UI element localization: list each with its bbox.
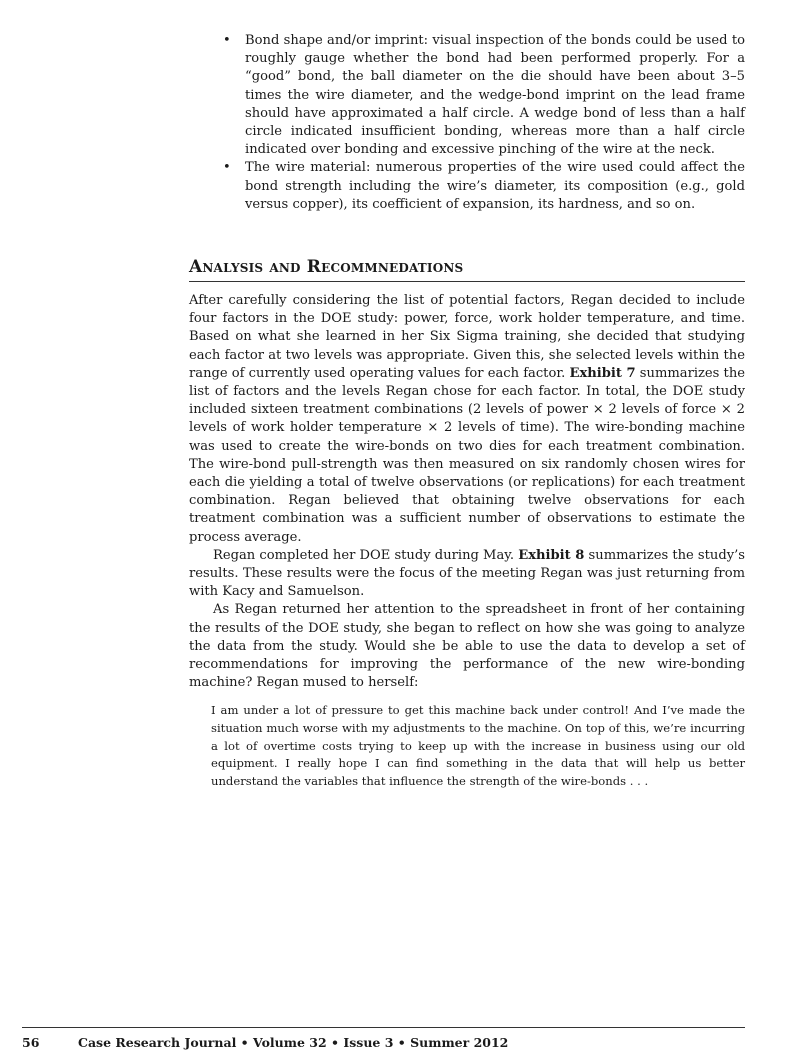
bullet-list [189, 32, 745, 214]
bullet-text: The wire material: numerous properties of the wire used could affect the bond strength including the wire’s diameter, its composition (e.g., gold versus copper), its coefficient of expansion, its hardness, and so on. [245, 160, 745, 212]
page-number: 56 [22, 1035, 40, 1050]
paragraph-factors: After carefully considering the list of potential factors, Regan decided to include four factors in the DOE study: power, force, work holder temperature, and time. Based on what she learned in her Six Sigma training, she decided that studying each factor at two levels was appropriate. Given this, she selected levels within the range of currently used operating values for each factor. Exhibit 7 summarizes the list of factors and the levels Regan chose for each factor. In total, the DOE study included sixteen treatment combinations (2 levels of power × 2 levels of force × 2 levels of work holder temperature × 2 levels of time). The wire-bonding machine was used to create the wire-bonds on two dies for each treatment combination. The wire-bond pull-strength was then measured on six randomly chosen wires for each die yielding a total of twelve observations (or replications) for each treatment combination. Regan believed that obtaining twelve observations for each treatment combination was a sufficient number of observations to estimate the process average. [189, 293, 745, 545]
block-quote: I am under a lot of pressure to get this machine back under control! And I’ve made the situation much worse with my adjustments to the machine. On top of this, we’re incurring a lot of overtime costs trying to keep up with the increase in business using our old equipment. I really hope I can find something in the data that will help us better understand the variables that influence the strength of the wire-bonds . . . [211, 703, 745, 788]
body-text [189, 292, 745, 790]
bullet-icon: • [223, 160, 231, 176]
page-footer: 56 Case Research Journal • Volume 32 • Issue 3 • Summer 2012 [22, 1035, 509, 1050]
issue: Issue 3 [343, 1035, 394, 1050]
volume: Volume 32 [253, 1035, 327, 1050]
bullet-item-wire-material [189, 159, 745, 214]
section-heading: Analysis and Recommnedations [189, 257, 745, 282]
bullet-text: Bond shape and/or imprint: visual inspection of the bonds could be used to roughly gauge whether the bond had been performed properly. For a “good” bond, the ball diameter on the die should have been about 3–5 times the wire diameter, and the wedge-bond imprint on the lead frame should have approximated a half circle. A wedge bond of less than a half circle indicated insufficient bonding, whereas more than a half circle indicated over bonding and excessive pinching of the wire at the neck. [245, 33, 745, 158]
footer-rule [22, 1027, 745, 1028]
exhibit-7-reference: Exhibit 7 [569, 365, 636, 381]
season: Summer 2012 [410, 1035, 509, 1050]
bullet-item-bond-shape [189, 32, 745, 159]
journal-name: Case Research Journal [78, 1035, 237, 1050]
paragraph-results: Regan completed her DOE study during May. Exhibit 8 summarizes the study’s results. These results were the focus of the meeting Regan was just returning from with Kacy and Samuelson. [189, 547, 746, 600]
paragraph-reflection: As Regan returned her attention to the spreadsheet in front of her containing the results of the DOE study, she began to reflect on how she was going to analyze the data from the study. Would she be able to use the data to develop a set of recommendations for improving the performance of the new wire-bonding machine? Regan mused to herself: [189, 602, 745, 691]
exhibit-8-reference: Exhibit 8 [518, 547, 585, 563]
bullet-icon: • [223, 33, 231, 48]
